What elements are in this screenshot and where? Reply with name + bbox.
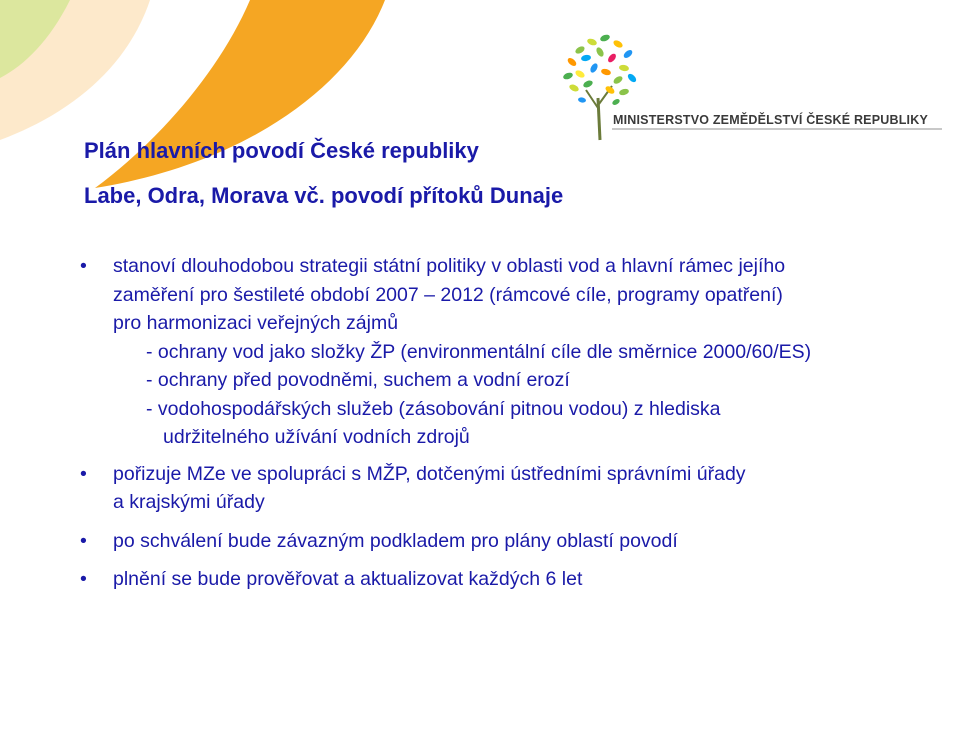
bullet-icon: • [80, 462, 87, 485]
page-subtitle: Labe, Odra, Morava vč. povodí přítoků Dunaje [84, 183, 564, 208]
list-item [80, 252, 950, 452]
bullet-line: pořizuje MZe ve spolupráci s MŽP, dotčenými ústředními správními úřady [113, 462, 746, 485]
sub-item-continuation: udržitelného užívání vodních zdrojů [163, 426, 470, 448]
bullet-line: zaměření pro šestileté období 2007 – 2012 (rámcové cíle, programy opatření) [113, 283, 783, 306]
list-item [80, 527, 950, 556]
sub-item: - ochrany před povodněmi, suchem a vodní erozí [146, 369, 570, 391]
ministry-name: MINISTERSTVO ZEMĚDĚLSTVÍ ČESKÉ REPUBLIKY [613, 113, 928, 127]
bullet-line: pro harmonizaci veřejných zájmů [113, 312, 399, 334]
bullet-icon: • [80, 529, 87, 552]
list-item [80, 565, 950, 594]
sub-item: - vodohospodářských služeb (zásobování pitnou vodou) z hlediska [146, 397, 721, 420]
bullet-line: plnění se bude prověřovat a aktualizovat každých 6 let [113, 568, 583, 590]
bullet-list [80, 252, 950, 594]
bullet-icon: • [80, 568, 87, 590]
sub-item: - ochrany vod jako složky ŽP (environmentální cíle dle směrnice 2000/60/ES) [146, 340, 812, 363]
bullet-icon: • [80, 255, 87, 277]
bullet-line: stanoví dlouhodobou strategii státní politiky v oblasti vod a hlavní rámec jejího [113, 255, 786, 277]
bullet-line: po schválení bude závazným podkladem pro plány oblastí povodí [113, 529, 678, 552]
bullet-line: a krajskými úřady [113, 491, 265, 513]
list-item [80, 460, 950, 517]
ministry-logo-icon [560, 28, 950, 148]
page-title: Plán hlavních povodí České republiky [84, 138, 479, 163]
